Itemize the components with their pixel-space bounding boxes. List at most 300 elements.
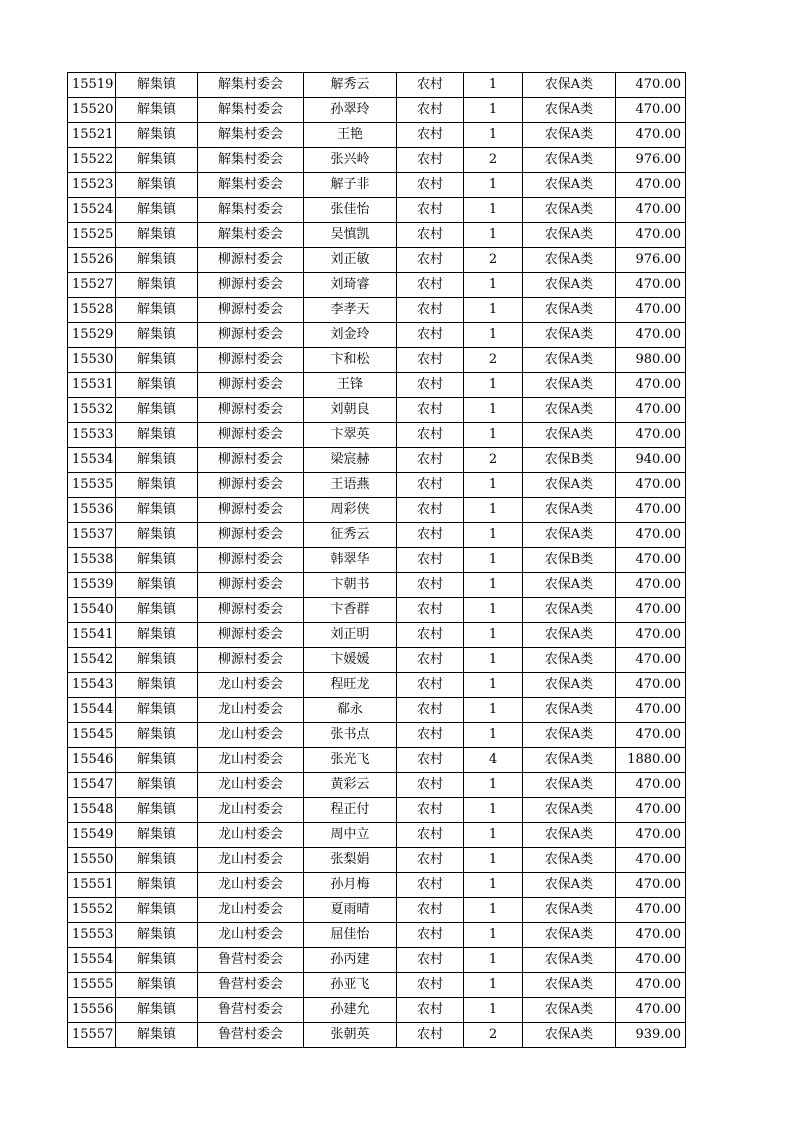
amount-cell: 470.00 bbox=[616, 673, 686, 698]
recipient-name-cell: 吴慎凯 bbox=[304, 223, 397, 248]
household-count-cell: 1 bbox=[464, 723, 523, 748]
category-cell: 农保A类 bbox=[523, 898, 616, 923]
recipient-name-cell: 张朝英 bbox=[304, 1023, 397, 1048]
household-count-cell: 1 bbox=[464, 798, 523, 823]
town-cell: 解集镇 bbox=[116, 573, 198, 598]
recipient-name-cell: 孙亚飞 bbox=[304, 973, 397, 998]
amount-cell: 1880.00 bbox=[616, 748, 686, 773]
town-cell: 解集镇 bbox=[116, 973, 198, 998]
category-cell: 农保A类 bbox=[523, 923, 616, 948]
village-committee-cell: 解集村委会 bbox=[198, 123, 304, 148]
household-type-cell: 农村 bbox=[397, 223, 464, 248]
amount-cell: 470.00 bbox=[616, 373, 686, 398]
amount-cell: 940.00 bbox=[616, 448, 686, 473]
record-id-cell: 15534 bbox=[68, 448, 116, 473]
category-cell: 农保A类 bbox=[523, 848, 616, 873]
table-row bbox=[68, 498, 686, 523]
amount-cell: 470.00 bbox=[616, 473, 686, 498]
record-id-cell: 15531 bbox=[68, 373, 116, 398]
recipient-name-cell: 解秀云 bbox=[304, 73, 397, 98]
category-cell: 农保A类 bbox=[523, 373, 616, 398]
village-committee-cell: 龙山村委会 bbox=[198, 823, 304, 848]
recipient-name-cell: 解子非 bbox=[304, 173, 397, 198]
town-cell: 解集镇 bbox=[116, 173, 198, 198]
village-committee-cell: 柳源村委会 bbox=[198, 623, 304, 648]
household-count-cell: 1 bbox=[464, 623, 523, 648]
household-type-cell: 农村 bbox=[397, 798, 464, 823]
household-count-cell: 1 bbox=[464, 123, 523, 148]
household-count-cell: 1 bbox=[464, 423, 523, 448]
town-cell: 解集镇 bbox=[116, 723, 198, 748]
household-type-cell: 农村 bbox=[397, 348, 464, 373]
record-id-cell: 15526 bbox=[68, 248, 116, 273]
table-row bbox=[68, 948, 686, 973]
household-count-cell: 2 bbox=[464, 248, 523, 273]
household-count-cell: 1 bbox=[464, 473, 523, 498]
record-id-cell: 15546 bbox=[68, 748, 116, 773]
household-type-cell: 农村 bbox=[397, 948, 464, 973]
village-committee-cell: 龙山村委会 bbox=[198, 698, 304, 723]
household-type-cell: 农村 bbox=[397, 998, 464, 1023]
table-row bbox=[68, 523, 686, 548]
record-id-cell: 15549 bbox=[68, 823, 116, 848]
household-count-cell: 1 bbox=[464, 398, 523, 423]
recipient-name-cell: 夏雨晴 bbox=[304, 898, 397, 923]
household-count-cell: 1 bbox=[464, 373, 523, 398]
village-committee-cell: 解集村委会 bbox=[198, 73, 304, 98]
table-row bbox=[68, 248, 686, 273]
recipient-name-cell: 程旺龙 bbox=[304, 673, 397, 698]
category-cell: 农保A类 bbox=[523, 398, 616, 423]
recipient-name-cell: 卞翠英 bbox=[304, 423, 397, 448]
household-type-cell: 农村 bbox=[397, 448, 464, 473]
recipient-name-cell: 屈佳怡 bbox=[304, 923, 397, 948]
recipient-name-cell: 孙月梅 bbox=[304, 873, 397, 898]
household-count-cell: 1 bbox=[464, 298, 523, 323]
village-committee-cell: 柳源村委会 bbox=[198, 348, 304, 373]
table-row bbox=[68, 873, 686, 898]
village-committee-cell: 解集村委会 bbox=[198, 148, 304, 173]
village-committee-cell: 龙山村委会 bbox=[198, 748, 304, 773]
town-cell: 解集镇 bbox=[116, 223, 198, 248]
town-cell: 解集镇 bbox=[116, 673, 198, 698]
table-row bbox=[68, 448, 686, 473]
recipient-name-cell: 刘正敏 bbox=[304, 248, 397, 273]
category-cell: 农保A类 bbox=[523, 523, 616, 548]
village-committee-cell: 龙山村委会 bbox=[198, 898, 304, 923]
amount-cell: 470.00 bbox=[616, 273, 686, 298]
table-row bbox=[68, 698, 686, 723]
town-cell: 解集镇 bbox=[116, 998, 198, 1023]
household-count-cell: 2 bbox=[464, 148, 523, 173]
household-type-cell: 农村 bbox=[397, 273, 464, 298]
category-cell: 农保A类 bbox=[523, 573, 616, 598]
village-committee-cell: 柳源村委会 bbox=[198, 423, 304, 448]
household-type-cell: 农村 bbox=[397, 123, 464, 148]
amount-cell: 470.00 bbox=[616, 823, 686, 848]
recipient-name-cell: 周中立 bbox=[304, 823, 397, 848]
household-count-cell: 4 bbox=[464, 748, 523, 773]
household-count-cell: 2 bbox=[464, 448, 523, 473]
village-committee-cell: 柳源村委会 bbox=[198, 573, 304, 598]
village-committee-cell: 龙山村委会 bbox=[198, 848, 304, 873]
town-cell: 解集镇 bbox=[116, 923, 198, 948]
household-type-cell: 农村 bbox=[397, 848, 464, 873]
household-type-cell: 农村 bbox=[397, 598, 464, 623]
village-committee-cell: 龙山村委会 bbox=[198, 923, 304, 948]
record-id-cell: 15551 bbox=[68, 873, 116, 898]
household-count-cell: 1 bbox=[464, 98, 523, 123]
table-row bbox=[68, 398, 686, 423]
recipient-name-cell: 张兴岭 bbox=[304, 148, 397, 173]
town-cell: 解集镇 bbox=[116, 398, 198, 423]
town-cell: 解集镇 bbox=[116, 598, 198, 623]
town-cell: 解集镇 bbox=[116, 773, 198, 798]
record-id-cell: 15523 bbox=[68, 173, 116, 198]
amount-cell: 470.00 bbox=[616, 173, 686, 198]
town-cell: 解集镇 bbox=[116, 73, 198, 98]
amount-cell: 470.00 bbox=[616, 648, 686, 673]
amount-cell: 470.00 bbox=[616, 848, 686, 873]
town-cell: 解集镇 bbox=[116, 873, 198, 898]
table-body bbox=[68, 73, 686, 1048]
category-cell: 农保A类 bbox=[523, 948, 616, 973]
recipient-name-cell: 刘金玲 bbox=[304, 323, 397, 348]
category-cell: 农保B类 bbox=[523, 448, 616, 473]
town-cell: 解集镇 bbox=[116, 648, 198, 673]
town-cell: 解集镇 bbox=[116, 473, 198, 498]
household-type-cell: 农村 bbox=[397, 923, 464, 948]
record-id-cell: 15522 bbox=[68, 148, 116, 173]
amount-cell: 470.00 bbox=[616, 998, 686, 1023]
record-id-cell: 15529 bbox=[68, 323, 116, 348]
household-count-cell: 1 bbox=[464, 873, 523, 898]
recipient-name-cell: 张梨娟 bbox=[304, 848, 397, 873]
household-type-cell: 农村 bbox=[397, 523, 464, 548]
household-count-cell: 1 bbox=[464, 998, 523, 1023]
village-committee-cell: 解集村委会 bbox=[198, 173, 304, 198]
household-type-cell: 农村 bbox=[397, 723, 464, 748]
town-cell: 解集镇 bbox=[116, 423, 198, 448]
amount-cell: 470.00 bbox=[616, 298, 686, 323]
village-committee-cell: 柳源村委会 bbox=[198, 548, 304, 573]
village-committee-cell: 柳源村委会 bbox=[198, 248, 304, 273]
town-cell: 解集镇 bbox=[116, 198, 198, 223]
village-committee-cell: 鲁营村委会 bbox=[198, 998, 304, 1023]
table-row bbox=[68, 973, 686, 998]
recipient-name-cell: 韩翠华 bbox=[304, 548, 397, 573]
amount-cell: 470.00 bbox=[616, 923, 686, 948]
table-row bbox=[68, 98, 686, 123]
household-count-cell: 1 bbox=[464, 323, 523, 348]
amount-cell: 470.00 bbox=[616, 973, 686, 998]
household-type-cell: 农村 bbox=[397, 473, 464, 498]
household-count-cell: 1 bbox=[464, 898, 523, 923]
table-row bbox=[68, 123, 686, 148]
record-id-cell: 15521 bbox=[68, 123, 116, 148]
table-row bbox=[68, 473, 686, 498]
category-cell: 农保A类 bbox=[523, 73, 616, 98]
town-cell: 解集镇 bbox=[116, 548, 198, 573]
recipient-name-cell: 卞和松 bbox=[304, 348, 397, 373]
table-row bbox=[68, 598, 686, 623]
amount-cell: 470.00 bbox=[616, 398, 686, 423]
record-id-cell: 15556 bbox=[68, 998, 116, 1023]
village-committee-cell: 柳源村委会 bbox=[198, 323, 304, 348]
amount-cell: 939.00 bbox=[616, 1023, 686, 1048]
amount-cell: 470.00 bbox=[616, 898, 686, 923]
amount-cell: 470.00 bbox=[616, 223, 686, 248]
household-type-cell: 农村 bbox=[397, 1023, 464, 1048]
household-type-cell: 农村 bbox=[397, 98, 464, 123]
town-cell: 解集镇 bbox=[116, 273, 198, 298]
amount-cell: 470.00 bbox=[616, 698, 686, 723]
household-count-cell: 1 bbox=[464, 73, 523, 98]
recipient-name-cell: 卞媛媛 bbox=[304, 648, 397, 673]
record-id-cell: 15545 bbox=[68, 723, 116, 748]
household-type-cell: 农村 bbox=[397, 73, 464, 98]
household-count-cell: 1 bbox=[464, 273, 523, 298]
recipient-name-cell: 刘朝良 bbox=[304, 398, 397, 423]
household-count-cell: 1 bbox=[464, 598, 523, 623]
amount-cell: 976.00 bbox=[616, 148, 686, 173]
category-cell: 农保A类 bbox=[523, 823, 616, 848]
category-cell: 农保A类 bbox=[523, 648, 616, 673]
category-cell: 农保A类 bbox=[523, 773, 616, 798]
recipient-name-cell: 梁宸赫 bbox=[304, 448, 397, 473]
village-committee-cell: 柳源村委会 bbox=[198, 373, 304, 398]
amount-cell: 470.00 bbox=[616, 123, 686, 148]
table-row bbox=[68, 548, 686, 573]
category-cell: 农保A类 bbox=[523, 698, 616, 723]
town-cell: 解集镇 bbox=[116, 98, 198, 123]
town-cell: 解集镇 bbox=[116, 373, 198, 398]
recipient-name-cell: 张佳怡 bbox=[304, 198, 397, 223]
household-type-cell: 农村 bbox=[397, 973, 464, 998]
table-row bbox=[68, 73, 686, 98]
household-type-cell: 农村 bbox=[397, 198, 464, 223]
household-count-cell: 1 bbox=[464, 848, 523, 873]
town-cell: 解集镇 bbox=[116, 123, 198, 148]
category-cell: 农保A类 bbox=[523, 423, 616, 448]
table-row bbox=[68, 323, 686, 348]
record-id-cell: 15519 bbox=[68, 73, 116, 98]
table-row bbox=[68, 298, 686, 323]
record-id-cell: 15542 bbox=[68, 648, 116, 673]
category-cell: 农保A类 bbox=[523, 173, 616, 198]
record-id-cell: 15538 bbox=[68, 548, 116, 573]
village-committee-cell: 柳源村委会 bbox=[198, 273, 304, 298]
household-type-cell: 农村 bbox=[397, 248, 464, 273]
table-row bbox=[68, 723, 686, 748]
recipient-name-cell: 王艳 bbox=[304, 123, 397, 148]
village-committee-cell: 鲁营村委会 bbox=[198, 948, 304, 973]
amount-cell: 470.00 bbox=[616, 73, 686, 98]
table-row bbox=[68, 623, 686, 648]
table-row bbox=[68, 773, 686, 798]
category-cell: 农保A类 bbox=[523, 298, 616, 323]
town-cell: 解集镇 bbox=[116, 348, 198, 373]
village-committee-cell: 龙山村委会 bbox=[198, 798, 304, 823]
household-type-cell: 农村 bbox=[397, 673, 464, 698]
recipient-name-cell: 刘正明 bbox=[304, 623, 397, 648]
amount-cell: 470.00 bbox=[616, 723, 686, 748]
village-committee-cell: 柳源村委会 bbox=[198, 498, 304, 523]
record-id-cell: 15536 bbox=[68, 498, 116, 523]
town-cell: 解集镇 bbox=[116, 148, 198, 173]
village-committee-cell: 鲁营村委会 bbox=[198, 1023, 304, 1048]
category-cell: 农保A类 bbox=[523, 723, 616, 748]
record-id-cell: 15550 bbox=[68, 848, 116, 873]
amount-cell: 980.00 bbox=[616, 348, 686, 373]
village-committee-cell: 柳源村委会 bbox=[198, 523, 304, 548]
table-row bbox=[68, 148, 686, 173]
amount-cell: 470.00 bbox=[616, 498, 686, 523]
recipient-name-cell: 刘琦睿 bbox=[304, 273, 397, 298]
category-cell: 农保A类 bbox=[523, 598, 616, 623]
household-type-cell: 农村 bbox=[397, 873, 464, 898]
record-id-cell: 15541 bbox=[68, 623, 116, 648]
household-type-cell: 农村 bbox=[397, 623, 464, 648]
recipient-name-cell: 卞香群 bbox=[304, 598, 397, 623]
village-committee-cell: 鲁营村委会 bbox=[198, 973, 304, 998]
table-row bbox=[68, 273, 686, 298]
record-id-cell: 15539 bbox=[68, 573, 116, 598]
table-row bbox=[68, 198, 686, 223]
category-cell: 农保A类 bbox=[523, 198, 616, 223]
table-row bbox=[68, 348, 686, 373]
village-committee-cell: 柳源村委会 bbox=[198, 398, 304, 423]
amount-cell: 470.00 bbox=[616, 623, 686, 648]
category-cell: 农保A类 bbox=[523, 1023, 616, 1048]
town-cell: 解集镇 bbox=[116, 523, 198, 548]
household-count-cell: 1 bbox=[464, 548, 523, 573]
recipient-name-cell: 张光飞 bbox=[304, 748, 397, 773]
category-cell: 农保A类 bbox=[523, 473, 616, 498]
allowance-table bbox=[67, 72, 686, 1048]
household-count-cell: 1 bbox=[464, 773, 523, 798]
town-cell: 解集镇 bbox=[116, 323, 198, 348]
amount-cell: 470.00 bbox=[616, 798, 686, 823]
village-committee-cell: 解集村委会 bbox=[198, 98, 304, 123]
table-row bbox=[68, 573, 686, 598]
table-row bbox=[68, 848, 686, 873]
record-id-cell: 15525 bbox=[68, 223, 116, 248]
household-type-cell: 农村 bbox=[397, 298, 464, 323]
village-committee-cell: 柳源村委会 bbox=[198, 473, 304, 498]
household-type-cell: 农村 bbox=[397, 398, 464, 423]
record-id-cell: 15555 bbox=[68, 973, 116, 998]
recipient-name-cell: 王锋 bbox=[304, 373, 397, 398]
town-cell: 解集镇 bbox=[116, 248, 198, 273]
household-count-cell: 1 bbox=[464, 573, 523, 598]
household-type-cell: 农村 bbox=[397, 498, 464, 523]
recipient-name-cell: 孙建允 bbox=[304, 998, 397, 1023]
record-id-cell: 15533 bbox=[68, 423, 116, 448]
amount-cell: 470.00 bbox=[616, 773, 686, 798]
recipient-name-cell: 周彩侠 bbox=[304, 498, 397, 523]
recipient-name-cell: 征秀云 bbox=[304, 523, 397, 548]
household-type-cell: 农村 bbox=[397, 698, 464, 723]
household-type-cell: 农村 bbox=[397, 423, 464, 448]
household-type-cell: 农村 bbox=[397, 898, 464, 923]
amount-cell: 470.00 bbox=[616, 548, 686, 573]
category-cell: 农保A类 bbox=[523, 998, 616, 1023]
town-cell: 解集镇 bbox=[116, 698, 198, 723]
town-cell: 解集镇 bbox=[116, 948, 198, 973]
village-committee-cell: 柳源村委会 bbox=[198, 598, 304, 623]
village-committee-cell: 柳源村委会 bbox=[198, 648, 304, 673]
household-count-cell: 1 bbox=[464, 173, 523, 198]
village-committee-cell: 龙山村委会 bbox=[198, 673, 304, 698]
table-row bbox=[68, 423, 686, 448]
household-count-cell: 1 bbox=[464, 648, 523, 673]
category-cell: 农保A类 bbox=[523, 623, 616, 648]
recipient-name-cell: 程正付 bbox=[304, 798, 397, 823]
category-cell: 农保A类 bbox=[523, 873, 616, 898]
household-count-cell: 1 bbox=[464, 923, 523, 948]
amount-cell: 470.00 bbox=[616, 323, 686, 348]
town-cell: 解集镇 bbox=[116, 448, 198, 473]
household-type-cell: 农村 bbox=[397, 773, 464, 798]
table-row bbox=[68, 173, 686, 198]
household-type-cell: 农村 bbox=[397, 573, 464, 598]
amount-cell: 470.00 bbox=[616, 98, 686, 123]
record-id-cell: 15544 bbox=[68, 698, 116, 723]
household-type-cell: 农村 bbox=[397, 748, 464, 773]
record-id-cell: 15554 bbox=[68, 948, 116, 973]
household-type-cell: 农村 bbox=[397, 548, 464, 573]
category-cell: 农保A类 bbox=[523, 98, 616, 123]
household-type-cell: 农村 bbox=[397, 823, 464, 848]
town-cell: 解集镇 bbox=[116, 498, 198, 523]
town-cell: 解集镇 bbox=[116, 823, 198, 848]
household-type-cell: 农村 bbox=[397, 173, 464, 198]
village-committee-cell: 柳源村委会 bbox=[198, 298, 304, 323]
category-cell: 农保A类 bbox=[523, 673, 616, 698]
category-cell: 农保A类 bbox=[523, 498, 616, 523]
household-count-cell: 1 bbox=[464, 698, 523, 723]
record-id-cell: 15540 bbox=[68, 598, 116, 623]
category-cell: 农保B类 bbox=[523, 548, 616, 573]
record-id-cell: 15535 bbox=[68, 473, 116, 498]
table-row bbox=[68, 898, 686, 923]
recipient-name-cell: 张书点 bbox=[304, 723, 397, 748]
village-committee-cell: 龙山村委会 bbox=[198, 773, 304, 798]
table-row bbox=[68, 998, 686, 1023]
town-cell: 解集镇 bbox=[116, 623, 198, 648]
town-cell: 解集镇 bbox=[116, 798, 198, 823]
recipient-name-cell: 孙丙建 bbox=[304, 948, 397, 973]
record-id-cell: 15543 bbox=[68, 673, 116, 698]
record-id-cell: 15528 bbox=[68, 298, 116, 323]
household-type-cell: 农村 bbox=[397, 148, 464, 173]
household-count-cell: 1 bbox=[464, 823, 523, 848]
category-cell: 农保A类 bbox=[523, 273, 616, 298]
record-id-cell: 15547 bbox=[68, 773, 116, 798]
category-cell: 农保A类 bbox=[523, 148, 616, 173]
household-count-cell: 1 bbox=[464, 523, 523, 548]
category-cell: 农保A类 bbox=[523, 248, 616, 273]
village-committee-cell: 解集村委会 bbox=[198, 223, 304, 248]
household-type-cell: 农村 bbox=[397, 323, 464, 348]
recipient-name-cell: 郗永 bbox=[304, 698, 397, 723]
household-count-cell: 1 bbox=[464, 223, 523, 248]
amount-cell: 470.00 bbox=[616, 573, 686, 598]
recipient-name-cell: 卞朝书 bbox=[304, 573, 397, 598]
town-cell: 解集镇 bbox=[116, 898, 198, 923]
household-count-cell: 1 bbox=[464, 498, 523, 523]
